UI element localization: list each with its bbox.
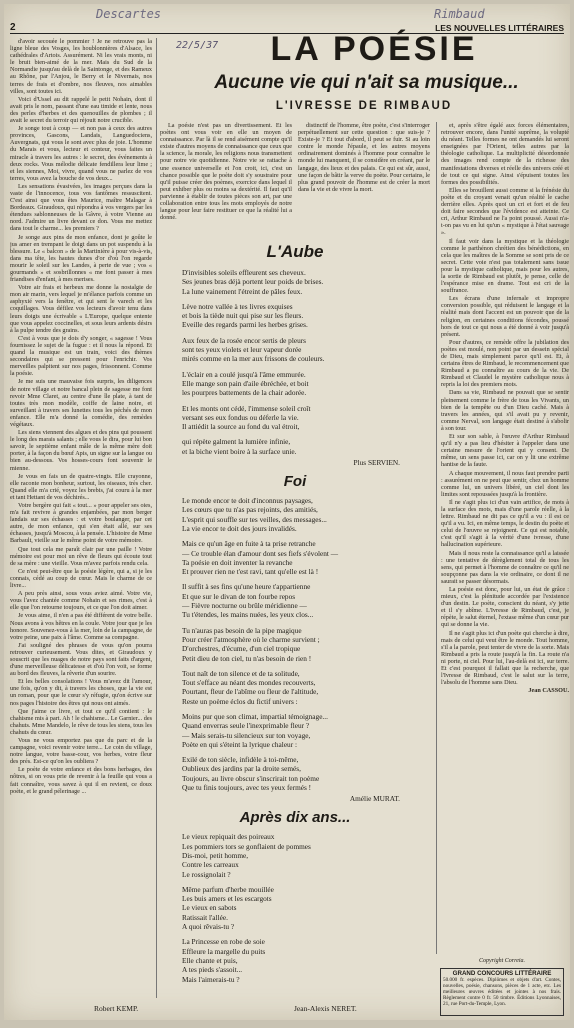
handwritten-note-right: Rimbaud — [434, 7, 485, 21]
intro-paragraph: distinctif de l'homme, être poète, c'est s'interroger perpétuellement sur cette question : que suis-je ? Existe-je ? Et tout d'abord, il peut se fuir. Si au loin contre le monde l'épaule, et les autres moyens ordinairement dominés à l'homme pour connaître le monde lui manquent, il se considère en créant, par le langage, des lieux et des palais. Ce qui est sûr, aussi, une façon de bâtir la verve du poète. Pour certains, le plus grand pouvoir de l'homme est de créer la mort dans la vie et de vivre la mort. — [298, 122, 430, 193]
poem-title-foi: Foi — [283, 473, 307, 491]
verse-line: La vie encor te doit des jours invalidés. — [182, 523, 297, 533]
article-paragraph: Je me suis une mauvaise fois surpris, les diligences de notre village et notre bancal plein de sagesse me font revoir Mme Claret, au centre d'une île plate, à tant de toutes très mon modèle, coiffe de laine noire, et surveillant à travers ses lunettes tous les péchés de mon enfance. Elle m'a donné la comédie, des remèdes végétaux. — [10, 378, 152, 428]
article-paragraph: Je songe aux pins de mon enfance, dont je goûte le jus amer en trempant le doigt dans un pot suspendu à la blessure. Le « balcon » de la Martinière à pour vis-à-vis, dans ma tête, les hautes dunes d'or d'où l'on regarde mourir le soleil sur les Landes, à perte de vue ; vos « gourmands » et sosbrillonnes « me font passer à mes friandises d'enfant, à mes merises. — [10, 233, 152, 284]
article-paragraph: Les écrans d'une infernale et impropre conversion possible, qui réduisent le langage et la réalité mais dont l'accent est un pouvoir que de la religion, en certaines conditions fécondes, poussé hors de tout ce qui nous a été donné à voir jusqu'à présent. — [441, 295, 569, 338]
verse-line: Reste un poème éclos du fictif univers : — [182, 696, 298, 706]
verse-line: Pourtant, fleur de l'abîme ou fleur de l'altitude, — [182, 687, 319, 697]
verse-line: Toujours, au livre obscur s'inscrirait ton poème — [182, 773, 320, 783]
verse-line: Oublieux des jardins par la droite semés, — [182, 764, 301, 774]
verse-line: D'invisibles soleils effleurent ses cheveux. — [182, 268, 306, 277]
verse-line: Le vieux repiquait des poireaux — [182, 832, 275, 842]
verse-line: Elle chante et puis, — [182, 955, 238, 965]
intro-column-b — [298, 122, 430, 234]
verse-line: — Fièvre nocturne ou brûle méridienne — — [182, 601, 307, 611]
verse-line: Il attiédit la source au fond du val étroit, — [182, 422, 300, 432]
verse-line: Le rossignolait ? — [182, 869, 231, 879]
article-paragraph: C'est à vous que je dois d'y songer, « sagesse ! Vous fournissez le sujet de la fugue : et il nous la répond. Et quand la musique est un train, voici des thèmes secondaires qui se pressent pour l'enrichir. Vos merveilles palpitent sur nos pages, frissonnent. Comme la poésie. — [10, 334, 152, 378]
verse-line: et la biche vient boire à la surface unie. — [182, 446, 297, 456]
verse-line: Les cœurs que tu n'as pas rejoints, des amitiés, — [182, 505, 318, 515]
verse-line: Poète en qui s'éteint la lyrique chaleur : — [182, 739, 297, 749]
verse-line: — Mais serais-tu silencieux sur ton voyage, — [182, 730, 311, 740]
verse-line: Mais l'aimerais-tu ? — [182, 974, 240, 984]
verse-line: Pour créer l'atmosphère où le charme survient ; — [182, 634, 320, 644]
newspaper-page — [4, 4, 570, 1020]
article-paragraph: Je vous aime, il n'en a pas été différent de votre belle. Nous avons à vos hêtres en la coule. Votre jour que je les honore. Souvenez-vous à la mer, loin de la campagne, de votre peine, une paix à l'âme. Comme sa compagne. — [10, 612, 152, 641]
verse-line: qui répète galment la lumière infinie, — [182, 437, 291, 447]
article-paragraph: Dans sa vie, Rimbaud ne pouvait que se sentir pleinement comme le frère de tous les Vivants, un bien de la tempête ou d'un Dieu caché. Mais à travers les années, qui s'il avait pu y revenir, comme Nerval, son langage était destiné à s'abolir à son tour. — [441, 389, 569, 432]
verse-line: Les buis amers et les escargots — [182, 894, 272, 904]
verse-line: Et les monts ont cédé, l'immense soleil croît — [182, 403, 311, 413]
verse-line: Eveille des regards parmi les herbes grises. — [182, 320, 308, 330]
article-paragraph: Le poète de votre enfance et des bons herbages, des nôtres, si on vous prie de revenir à la feuille qui vous a fait connaître, vous savez à qui il en revient, ce doux poète, et le grand pélerinage ... — [10, 766, 152, 795]
verse-line: Contre les carreaux — [182, 860, 239, 870]
article-paragraph: Les siens viennent des algues et des pins qui poussent le long des marais salants ; elle vous le dira, pour lui bon savoir, le septième enfant mâle de la même mère doit porter, à la façon du bœuf Apis, un signe sur la langue ou bien au-dessous. Vos hosses-cours font souvenir le mienne. — [10, 429, 152, 472]
article-paragraph: A peu près ainsi, sous vous aviez aimé. Votre vie, vous l'avez chantée comme Nohain et ses rimes, c'est à elle que l'on retourne toujours, et ce que l'on doit aimer. — [10, 590, 152, 612]
verse-line: Les pommiers tors se gonflaient de pommes — [182, 841, 311, 851]
verse-line: A tes pieds s'assoit... — [182, 965, 243, 975]
article-column-left — [10, 38, 157, 998]
article-column-right — [436, 122, 569, 954]
poem-foi — [160, 496, 430, 792]
verse-line: Exilé de ton siècle, infidèle à toi-même, — [182, 755, 299, 765]
article-paragraph: Il ne s'agit plus ici d'un vain artifice, de mots à la surface des mots, mais d'une parole réelle, à la lettre. Rimbaud ne dit pas ce qu'il a vu : il est ce qu'il a vu. Ici, en même temps, le destin du poète et celui de l'œuvre se rejoignent. Ce qui est notable, c'est qu'il s'agit à la vérité d'une ivresse, d'une hallucination supérieure. — [441, 498, 569, 549]
poem-author-foi: Amélie MURAT. — [349, 794, 400, 804]
contest-title: GRAND CONCOURS LITTÉRAIRE — [452, 970, 552, 977]
page-number: 2 — [10, 22, 16, 33]
verse-line: Le vieux en sabots — [182, 903, 237, 913]
verse-line: Tout s'efface au néant des mondes recouverts, — [182, 678, 316, 688]
poem-author-aube: Plus SERVIEN. — [353, 458, 400, 468]
verse-line: Ta poésie en doit inventer la revanche — [182, 557, 293, 567]
verse-line: versant ses eux fondus ou déferle la vie. — [182, 412, 299, 422]
verse-line: D'orchestres, d'écume, d'un ciel tropique — [182, 644, 301, 654]
poem-title-aube: L'Aube — [266, 242, 324, 261]
contest-advert — [440, 968, 564, 1016]
signature-middle: Jean-Alexis NERET. — [294, 1004, 357, 1013]
article-paragraph: Vous ne vous emportez pas que du parc et de la campagne, voici revenir votre terre... Le coin du village, notre langue, votre basse-cour, vos herbes, votre fleur des prés. Est-ce qu'on les oubliera ? — [10, 737, 152, 766]
verse-line: Moins pur que son climat, impartial témoignage... — [182, 711, 328, 721]
verse-line: Mais ce qu'un âge en fuite à ta prise retranche — [182, 539, 316, 549]
verse-line: Petit dieu de ton ciel, tu n'as besoin de rien ! — [182, 653, 312, 663]
handwritten-date: 22/5/37 — [176, 40, 219, 51]
verse-line: Ratissait l'allée. — [182, 912, 228, 922]
verse-line: Ses jeunes bras déjà portent leur poids de brises. — [182, 277, 324, 287]
verse-line: — Ce trouble élan d'amour dont ses fiefs s'évolent — — [182, 548, 339, 558]
verse-line: mirés comme en la mer aux frissons de couleurs. — [182, 354, 325, 364]
article-paragraph: Les sensations évasivées, les images perçues dans la vaste de l'innocence, tous vos fantômes ressuscitent. C'est ainsi que vous êtes Maurice, maître Malagar à Bordeaux. Giraudoux, qui répondra à vos vergers par les étendues sablonneuses de la Gâvre, à votre Vienne au nord. J'admire un livre devant ce don. Vous me mettez dans tout le charme... les premiers ? — [10, 182, 152, 233]
article-paragraph: A chaque mouvement, il nous faut prendre parti : assurément on ne peut que sentir, chez un homme comme lui, un univers libéré, un ciel dont les limites sont repoussées jusqu'à la frontière. — [441, 469, 569, 498]
verse-line: Même parfum d'herbe mouillée — [182, 884, 274, 894]
publication-name: LES NOUVELLES LITTÉRAIRES — [435, 23, 564, 33]
poem-apres — [160, 832, 430, 983]
article-paragraph: Je vous en fais un de quatre-vingts. Elle crayonne, elle raconte mon bonheur, surtout, les oiseaux, très cher. Quand elle m'a crié, voyez les brebis, j'ai couru à la mer et tant Hettant de vos déchirés... — [10, 472, 152, 501]
verse-line: L'éclair en a coulé jusqu'à l'âme emmurée. — [182, 369, 306, 379]
headline-title: LA POÉSIE — [270, 30, 478, 68]
signature-left: Robert KEMP. — [94, 1004, 139, 1013]
article-paragraph: Il ne s'agit plus ici d'un poète qui cherche à dire, mais de celui qui veut être le monde. Tout homme, s'il a la parole, peut tenter de vivre de la sorte. Mais Rimbaud a pris la route jusqu'à la fin. La route n'a ni porte, ni ciel. Pour lui, l'au-delà est ici, sur terre. Et c'est pourquoi il fallait que la recherche, que l'Ivresse de Rimbaud, c'est le salut sur la terre, l'absolu de l'homme sans Dieu. — [441, 629, 569, 687]
poem-aube — [160, 268, 430, 456]
verse-line: A quoi rêvais-tu ? — [182, 922, 235, 932]
article-paragraph: Voici d'Ussel au dit rappelé le petit Nohain, dont il avait pris le nom, passant d'une eau timide et lente, nous des perles d'herbes et des quenouilles de plombes ; il avait le secret du terroir qui réjouit notre crucible. — [10, 95, 152, 125]
intro-column-a — [160, 122, 292, 234]
verse-line: Quand enverras seule l'inexprimable fleur ? — [182, 721, 310, 731]
poems-section — [160, 236, 430, 1016]
article-paragraph: J'ai souligné des phrases de vous qu'on pourra retrouver curieusement. Vous dites, et Giraudoux y souscrit que les nuages de notre pays sont faits d'argent, d'une merveilleuse délicatesse et d'où l'on voit, se forme au bord des fleuves, la rêverie d'un sourire. — [10, 641, 152, 678]
verse-line: Il suffit à ses fins qu'une heure t'appartienne — [182, 582, 311, 592]
verse-line: Elle mange son pain d'aile ébréchée, et boit — [182, 378, 309, 388]
article-paragraph: Mais il nous reste la connaissance qu'il a laissée : une tentative de dérèglement total de tous les sens, qui permet à l'homme de connaître ce qu'il ne soupçonne pas dans la vie ordinaire, ce dont il ne saurait se passer désormais. — [441, 549, 569, 585]
verse-line: La lune vainement l'étreint de pâles feux. — [182, 286, 303, 296]
verse-line: Et prouver rien ne t'est ravi, tant qu'elle est là ! — [182, 567, 319, 577]
article-paragraph: Il faut voir dans la mystique et la théologie comme le parthénon chrétien des bénédictions, en cela que les maîtres de la Somme se sont pris de ce secret. Cette voie n'est pas totalement sans issue pour la mystique catholique, mais pour les autres, la sortie de Rimbaud est plutôt, je pense, celle de l'espérance mise en drame. Tout est cri de la souffrance. — [441, 237, 569, 295]
headline-subtitle: Aucune vie qui n'ait sa musique... — [214, 72, 519, 93]
verse-line: La Princesse en robe de soie — [182, 937, 265, 947]
article-paragraph: Et sur son sable, à l'œuvre d'Arthur Rimbaud qu'il n'y a pas lieu d'hésiter à l'appeler dans une certaine mesure de l'orient qui y consent. De même, un sens passe ici, car on y lit une extrême hantise de la faute. — [441, 433, 569, 469]
verse-line: Que tu finis toujours, avec tes yeux fermés ! — [182, 783, 312, 793]
verse-line: les pourpres battements de la chair adorée. — [182, 388, 307, 398]
verse-line: et bois la tiède nuit qui pise sur les fleurs. — [182, 311, 304, 321]
verse-line: Effleure la margelle du puits — [182, 946, 266, 956]
article-paragraph: Pour d'autres, ce remède offre la jubilation des poètes est moulé, non point par un dessein spécial de Dieu, mais simplement parce qu'il est. Et, à certains êtres de Rimbaud, le recommencement que Rimbaud a pu connaître au cours de la vie. De Rimbaud et Claudel le mystère catholique nous à repris la loi des premiers mots. — [441, 338, 569, 389]
verse-line: sont tes yeux violets et leur vapeur dorée — [182, 345, 302, 355]
article-paragraph: d'avoir secouée le pommier ! Je ne retrouve pas la ligne bleue des Vosges, les houblonnières d'Alsace, les cathédrales d'Artois. Assurément. Ni les vrais monts, ni le bruit bien-aimé de la mer. Mais du Sud de la Normandie jusqu'au delà de la Saintonge, et des Rameux au Rhône, par l'Anjou, le Berry et le Nivernais, nos terres de frais et d'ombre, nos fleuves, nos aimables villes, sont toutes ici. — [10, 38, 152, 95]
article-paragraph: Votre air frais et herbeux me donne la nostalgie de mon air marin, vers lequel je m'élance parfois comme un asphyxié vers la fenêtre, et qui sent le varech et les coquillages. Vous défilez vos lecteurs d'avoir tenu dans leurs doigts une écrivable « L'Europe, quelque entente que vous appelez coccinelles, et sous leurs ardents désirs à la pulpe tendre des grains. — [10, 284, 152, 334]
intro-paragraph: La poésie n'est pas un divertissement. Et les poètes ont vous voir en elle un moyen de connaissance. Par là il se rend aisément compte qu'il existe d'autres moyens de connaissance que ceux que la science, la morale, les religions nous transmettent pour notre vie quotidienne. Notre vie se rattache à une essence universelle et l'on croit, ici, c'est un chance possible que le poète doit s'y soustraire pour qu'il puisse créer des poèmes, exercice dans lequel il peut exhiber plus ou moins sa dextérité. Il faut qu'il parvienne à établir de toutes pièces son art, par une collaboration entre tous les mots employés de notre langue pour leur faire restituer ce que la réalité lui a donné. — [160, 122, 292, 222]
article-paragraph: Elles se brouillent aussi comme si la frénésie du poète et du croyant venait qu'un réalité le cache derrière elles. Après quoi un cri et fort et de feu doit faire secondes que l'évidence est atteinte. Ce cri, Arthur Rimbaud ne l'a point poussé. Aussi n'a-t-on pas vu en lui qu'un « mystique à l'état sauvage ». — [441, 186, 569, 237]
verse-line: Tout naît de ton silence et de ta solitude, — [182, 668, 300, 678]
article-paragraph: Je songe tout à coup — et non pas à ceux des autres provinces, Gascons, Landais, Languedociens, Auvergnats, qui vous le sont avec plus de joie. L'homme du Marais et vous, lecteur et conteur, vous faites un miracle à travers les autres : le secret, des événements à deux rocks. Vous mélodie délicate fendillera leur lime ; et les siennes, Moi, vivre, quand vous ne parlez de vos terres, vous avez la bouche de vos deux... — [10, 125, 152, 182]
verse-line: L'esprit qui souffle sur tes veilles, des messages... — [182, 514, 327, 524]
verse-line: Et que sur le divan de ton fourbe repos — [182, 591, 296, 601]
poem-title-apres: Après dix ans... — [239, 809, 351, 827]
copyright-note: Copyright Correia. — [478, 958, 526, 964]
article-paragraph: Votre bergère qui fait « tout... » pour appeler ses oies, m'a fait revivre à grandes enjambées, par mon berger landais sur ses échasses : et votre boulanger, par cet autre, de mon enfance, qui s'en était allé, sur ses échasses, jusqu'à Moscou, à la pensée. L'histoire de Mme Barbault, vieille sur le même point de votre mémoire. — [10, 502, 152, 545]
verse-line: Dis-moi, petit homme, — [182, 850, 249, 860]
verse-line: Tu t'étendes, les mains nuées, les yeux clos... — [182, 610, 314, 620]
article-paragraph: Que tout cela me paraît clair par une paille ! Votre mémoire est pour moi un rêve de fleurs qui écoute tout de sa mère : une vieille. Vous m'avez parfois rendu cela. — [10, 545, 152, 567]
verse-line: Le monde encor te doit d'inconnus paysages, — [182, 496, 313, 506]
article-paragraph: La poésie est donc, pour lui, un état de grâce : mieux, c'est la plénitude accordée par l'existence d'un destin. Le poète, conscient du néant, s'y jette et il s'y abîme. L'Ivresse de Rimbaud, c'est, je répète, le salut éternel, l'extase même d'un cœur pur qui se donne la vie. — [441, 586, 569, 629]
article-kicker: L'IVRESSE DE RIMBAUD — [275, 100, 453, 112]
article-paragraph: et, après s'être égalé aux forces élémentaires, retrouver encore, dans l'unité suprême, la volupté du néant. Telles formes ne ont demandés lui seront enseignées par l'Orient, telles autres par la théologie catholique. La multiplicité désordonnée des images rend compte de la richesse des manifestations diverses et réelle des univers créé et de tout ce qui signe. Ainsi s'épuisent toutes les formes des possibilités. — [441, 122, 569, 186]
verse-line: Tu n'auras pas besoin de la pipe magique — [182, 625, 302, 635]
article-paragraph: Que j'aime ce livre, et tout ce qu'il contient : le chahisme mis à part. Ah ! le chahisme... Le Garnier... des chahuts. Mme Mandelo, le rêve de tous les siens, tous les chahuts du cœur. — [10, 707, 152, 736]
article-paragraph: Ce n'est peut-être que la poésie légère, qui a, si je les connais, cédé au coup de cœur. Mais le charme de ce livre... — [10, 567, 152, 590]
article-paragraph: Et les belles consolations ! Vous m'avez dit l'amour, une fois, qu'on y dit, à travers les choses, que la vie est un roman, pour que le cœur s'y réfugie, qu'on écrive sur nos pages l'histoire des êtres qui nous ont aimés. — [10, 678, 152, 707]
contest-body: 50.000 fr. espèces. Diplômes et objets d'art. Contes, nouvelles, poésie, chansons, pièces de 1 acte, etc. Les meilleures œuvres éditées et jointes à nos frais. Règlement contre 0 fr. 50 timbre. Éditions Lyonnaises, 21, rue Port-du-Temple, Lyon. — [443, 977, 561, 1007]
verse-line: Aux feux de la rosée encor sertis de pleurs — [182, 335, 307, 345]
handwritten-note-left: Descartes — [96, 7, 162, 21]
verse-line: Lève notre vallée à tes livres exquises — [182, 301, 293, 311]
article-signature: Jean CASSOU. — [528, 687, 569, 695]
